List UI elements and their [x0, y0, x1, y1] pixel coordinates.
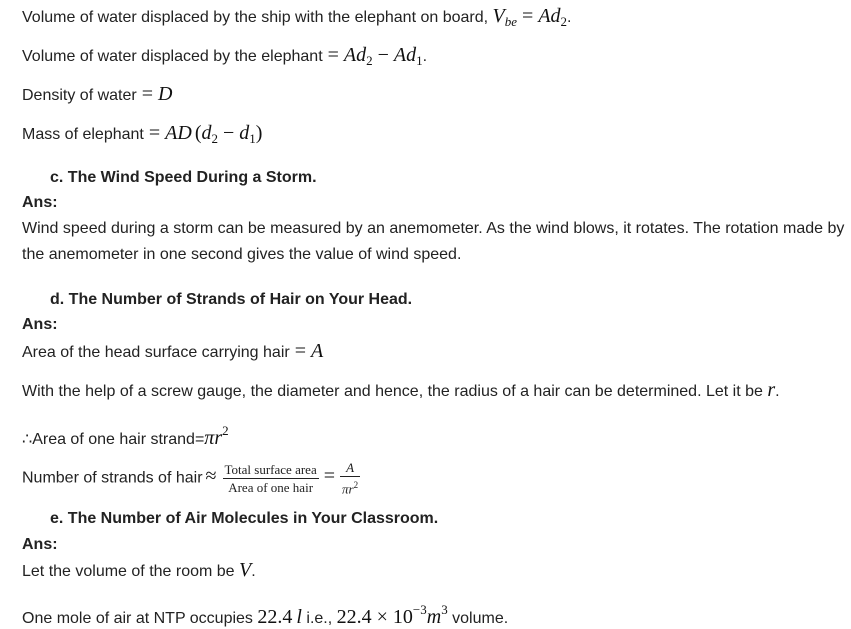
math-var: A	[310, 340, 324, 362]
hair-area-text: Area of one hair strand	[32, 431, 195, 448]
math-number: 22.4	[257, 606, 293, 628]
math-subscript: 2	[211, 131, 218, 146]
math-superscript: 3	[441, 602, 448, 617]
fraction-denominator: Area of one hair	[228, 479, 314, 495]
math-var: Ad	[343, 44, 367, 66]
volume-elephant-text: Volume of water displaced by the elephant	[22, 48, 323, 65]
head-area-line	[22, 341, 323, 363]
punctuation: .	[775, 383, 780, 400]
math-subscript: 2	[366, 53, 373, 68]
strands-line	[22, 460, 360, 496]
math-operator: =	[323, 465, 335, 488]
math-var: Ad	[538, 5, 561, 27]
math-subscript: be	[504, 14, 518, 29]
math-var: l	[296, 606, 302, 628]
fraction-denominator	[340, 477, 360, 496]
math-subscript: 2	[560, 14, 568, 29]
mole-volume-line	[22, 600, 508, 629]
math-operator: −	[222, 122, 235, 144]
math-var: AD	[165, 122, 192, 144]
mass-elephant-line	[22, 123, 262, 149]
math-var: d	[239, 122, 250, 144]
math-operator: =	[327, 44, 339, 66]
math-operator: ≈	[205, 465, 217, 488]
strands-text: Number of strands of hair	[22, 469, 203, 487]
math-var: m	[426, 606, 442, 628]
section-c-paragraph: Wind speed during a storm can be measured by an anemometer. As the wind blows, it rotates. The rotation made by the anemometer in one second gives the value of wind speed.	[22, 220, 845, 263]
head-area-text: Area of the head surface carrying hair	[22, 344, 290, 361]
therefore-symbol: ∴	[22, 431, 33, 448]
screw-gauge-line	[22, 380, 780, 402]
density-formula	[137, 83, 173, 105]
math-operator: =	[148, 122, 161, 144]
math-operator: ×	[376, 606, 388, 628]
fraction-numerator: Total surface area	[224, 461, 317, 477]
punctuation: .	[567, 9, 572, 26]
equals-sign: =	[194, 431, 205, 448]
math-operator: =	[141, 83, 153, 105]
math-var: d	[201, 122, 212, 144]
math-paren: )	[255, 122, 263, 144]
math-operator: =	[294, 340, 306, 362]
math-var: V	[239, 559, 252, 581]
math-subscript: 1	[249, 131, 256, 146]
mass-elephant-text: Mass of elephant	[22, 126, 144, 143]
section-d-heading: d. The Number of Strands of Hair on Your Head.	[50, 291, 413, 308]
fraction-a-over-pir2	[340, 460, 360, 496]
math-var: πr	[204, 427, 223, 449]
volume-elephant-formula	[323, 44, 423, 66]
math-number: 22.4	[336, 606, 372, 628]
density-line	[22, 84, 172, 106]
math-superscript: 2	[353, 480, 359, 490]
punctuation: .	[422, 48, 428, 65]
section-c-heading: c. The Wind Speed During a Storm.	[50, 169, 317, 186]
math-var: D	[158, 83, 173, 105]
head-area-formula	[290, 340, 324, 362]
section-e-ans-label: Ans:	[22, 536, 58, 553]
hair-area-line	[22, 421, 229, 450]
section-e-heading: e. The Number of Air Molecules in Your Classroom.	[50, 510, 439, 527]
screw-gauge-text: With the help of a screw gauge, the diameter and hence, the radius of a hair can be determined. Let it be	[22, 383, 768, 400]
section-c-ans-label: Ans:	[22, 194, 58, 211]
fraction-numerator: A	[340, 460, 360, 477]
hair-area-formula	[204, 423, 229, 449]
volume-with-elephant-formula	[493, 5, 568, 27]
math-var: πr	[342, 481, 354, 497]
volume-with-elephant-line	[22, 6, 571, 32]
fraction-surface-over-hair	[223, 462, 319, 495]
math-operator: =	[522, 5, 534, 27]
mole-volume-text: One mole of air at NTP occupies	[22, 610, 258, 627]
section-d-ans-label: Ans:	[22, 316, 58, 333]
ie-text: i.e.,	[301, 610, 337, 627]
math-operator: −	[377, 44, 389, 66]
math-superscript: −3	[412, 602, 427, 617]
volume-text: volume.	[447, 610, 509, 627]
math-paren: (	[194, 122, 202, 144]
punctuation: .	[251, 563, 256, 580]
math-number: 10	[392, 606, 413, 628]
volume-elephant-line	[22, 45, 427, 71]
math-var: r	[767, 379, 776, 401]
mass-elephant-formula	[144, 122, 263, 144]
math-var: V	[492, 5, 505, 27]
room-volume-line	[22, 560, 256, 582]
mole-volume-formula	[336, 602, 448, 628]
volume-with-elephant-text: Volume of water displaced by the ship with the elephant on board,	[22, 9, 493, 26]
math-subscript: 1	[416, 53, 423, 68]
density-text: Density of water	[22, 87, 137, 104]
math-superscript: 2	[222, 423, 229, 438]
math-var: Ad	[393, 44, 417, 66]
room-volume-text: Let the volume of the room be	[22, 563, 240, 580]
